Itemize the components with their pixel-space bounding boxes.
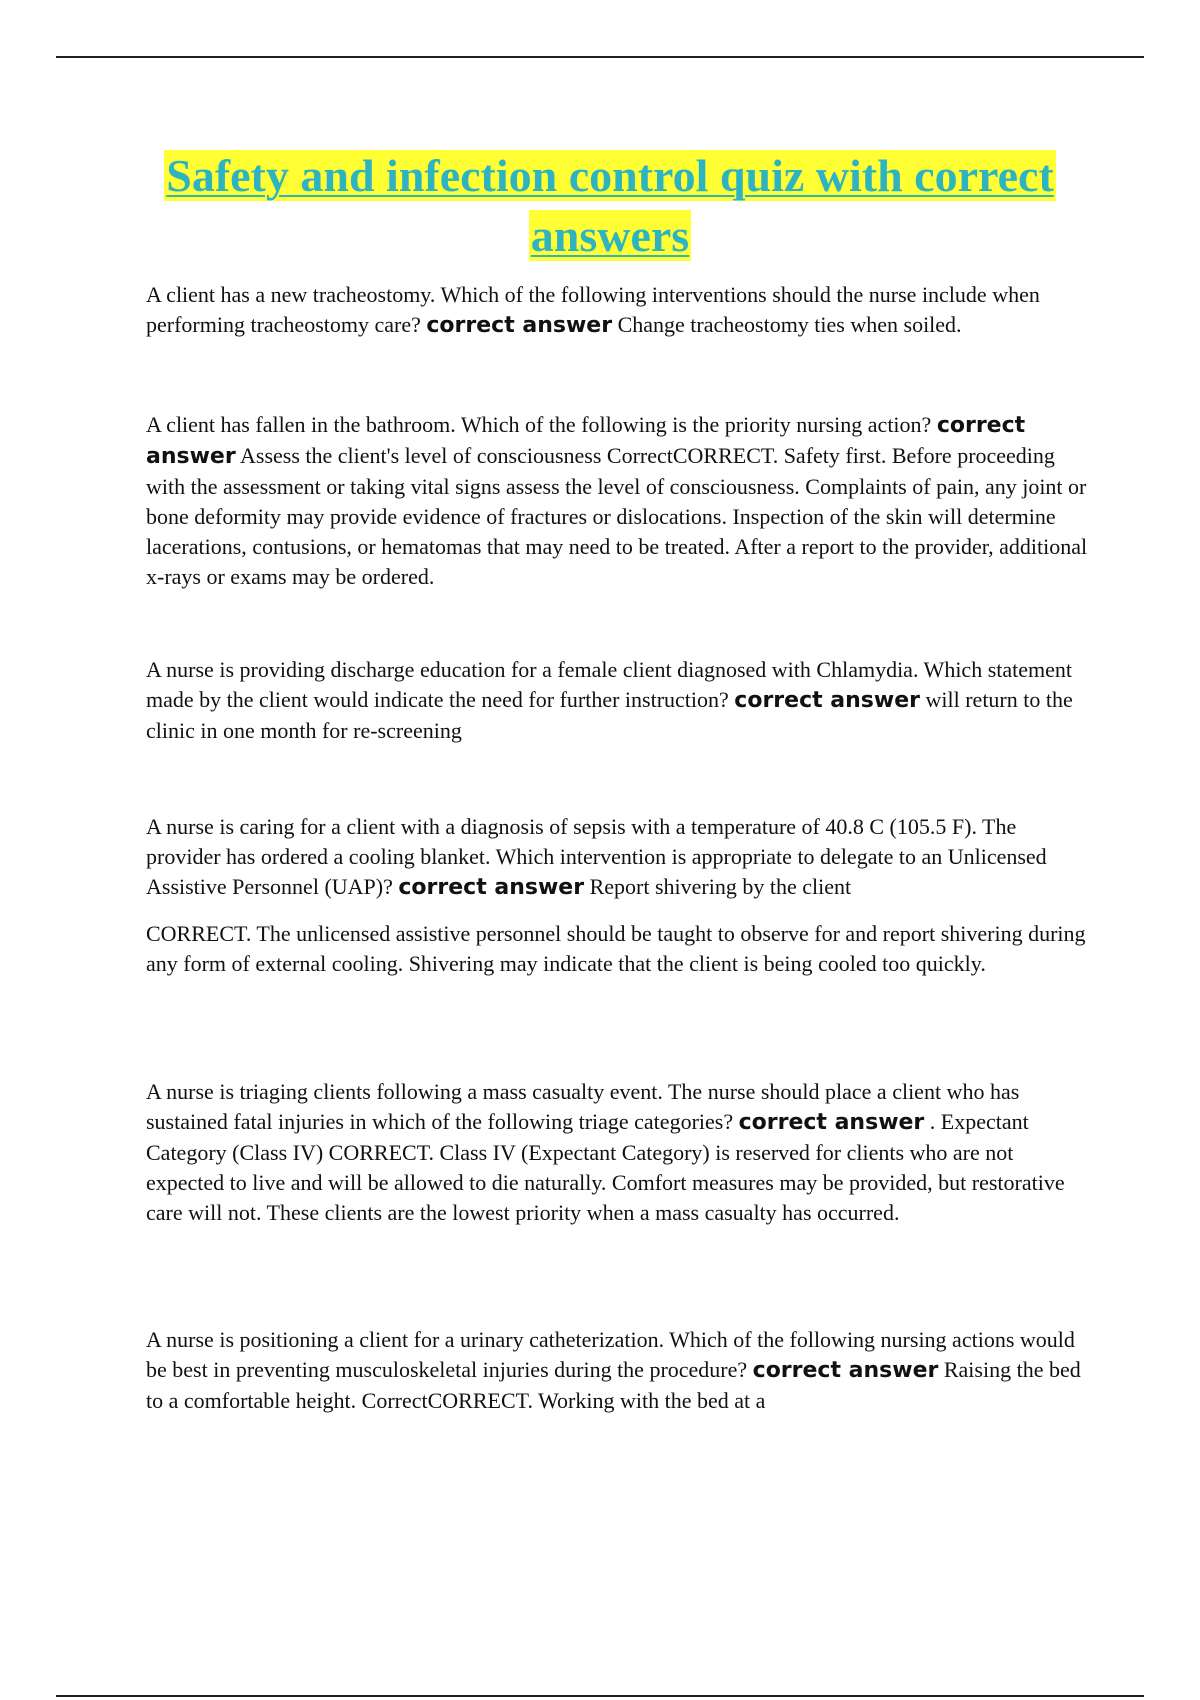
- top-rule: [56, 56, 1144, 58]
- document-title: [130, 146, 1090, 266]
- document-title-text: Safety and infection control quiz with correct answers: [166, 150, 1054, 261]
- answer-text: will return to the clinic in one month for re-screening: [146, 687, 1073, 743]
- question-block-1: [146, 280, 1096, 341]
- question-text: A client has a new tracheostomy. Which of the following interventions should the nurse include when performing tracheostomy care?: [146, 282, 1040, 337]
- question-text: A nurse is triaging clients following a mass casualty event. The nurse should place a client who has sustained fatal injuries in which of the following triage categories?: [146, 1079, 1020, 1134]
- answer-text: Raising the bed to a comfortable height. CorrectCORRECT. Working with the bed at a: [146, 1357, 1081, 1413]
- question-block-5: [146, 1077, 1096, 1228]
- answer-explanation: CORRECT. The unlicensed assistive personnel should be taught to observe for and report shivering during any form of external cooling. Shivering may indicate that the client is being cooled too quickly.: [146, 921, 1086, 976]
- question-text: A nurse is positioning a client for a urinary catheterization. Which of the following nursing actions would be best in preventing musculoskeletal injuries during the procedure?: [146, 1327, 1075, 1382]
- question-block-4: [146, 812, 1096, 979]
- answer-label: correct answer: [426, 313, 613, 338]
- question-block-2: [146, 410, 1096, 592]
- question-text: A nurse is providing discharge education for a female client diagnosed with Chlamydia. Which statement made by the client would indicate the need for further instruction?: [146, 657, 1072, 712]
- question-text: A client has fallen in the bathroom. Which of the following is the priority nursing action?: [146, 412, 932, 437]
- answer-text: Assess the client's level of consciousness CorrectCORRECT. Safety first. Before proceeding with the assessment or taking vital signs assess the level of consciousness. Complaints of pain, any joint or bone deformity may provide evidence of fractures or dislocations. Inspection of the skin will determine lacerations, contusions, or hematomas that may need to be treated. After a report to the provider, additional x-rays or exams may be ordered.: [146, 443, 1088, 589]
- answer-label: correct answer: [398, 875, 585, 900]
- answer-text: Change tracheostomy ties when soiled.: [617, 312, 962, 337]
- question-block-3: [146, 655, 1096, 746]
- answer-text: . Expectant Category (Class IV) CORRECT. Class IV (Expectant Category) is reserved for clients who are not expected to live and will be allowed to die naturally. Comfort measures may be provided, but restorative care will not. These clients are the lowest priority when a mass casualty has occurred.: [146, 1109, 1065, 1225]
- answer-label: correct answer: [738, 1110, 925, 1135]
- answer-label: correct answer: [734, 688, 920, 713]
- answer-label: correct answer: [146, 413, 1026, 469]
- question-block-6: [146, 1325, 1096, 1416]
- answer-text: Report shivering by the client: [589, 874, 852, 899]
- bottom-rule: [56, 1695, 1144, 1697]
- question-text: A nurse is caring for a client with a diagnosis of sepsis with a temperature of 40.8 C (105.5 F). The provider has ordered a cooling blanket. Which intervention is appropriate to delegate to an Unlicensed Assistive Personnel (UAP)?: [146, 814, 1047, 899]
- answer-label: correct answer: [752, 1358, 939, 1383]
